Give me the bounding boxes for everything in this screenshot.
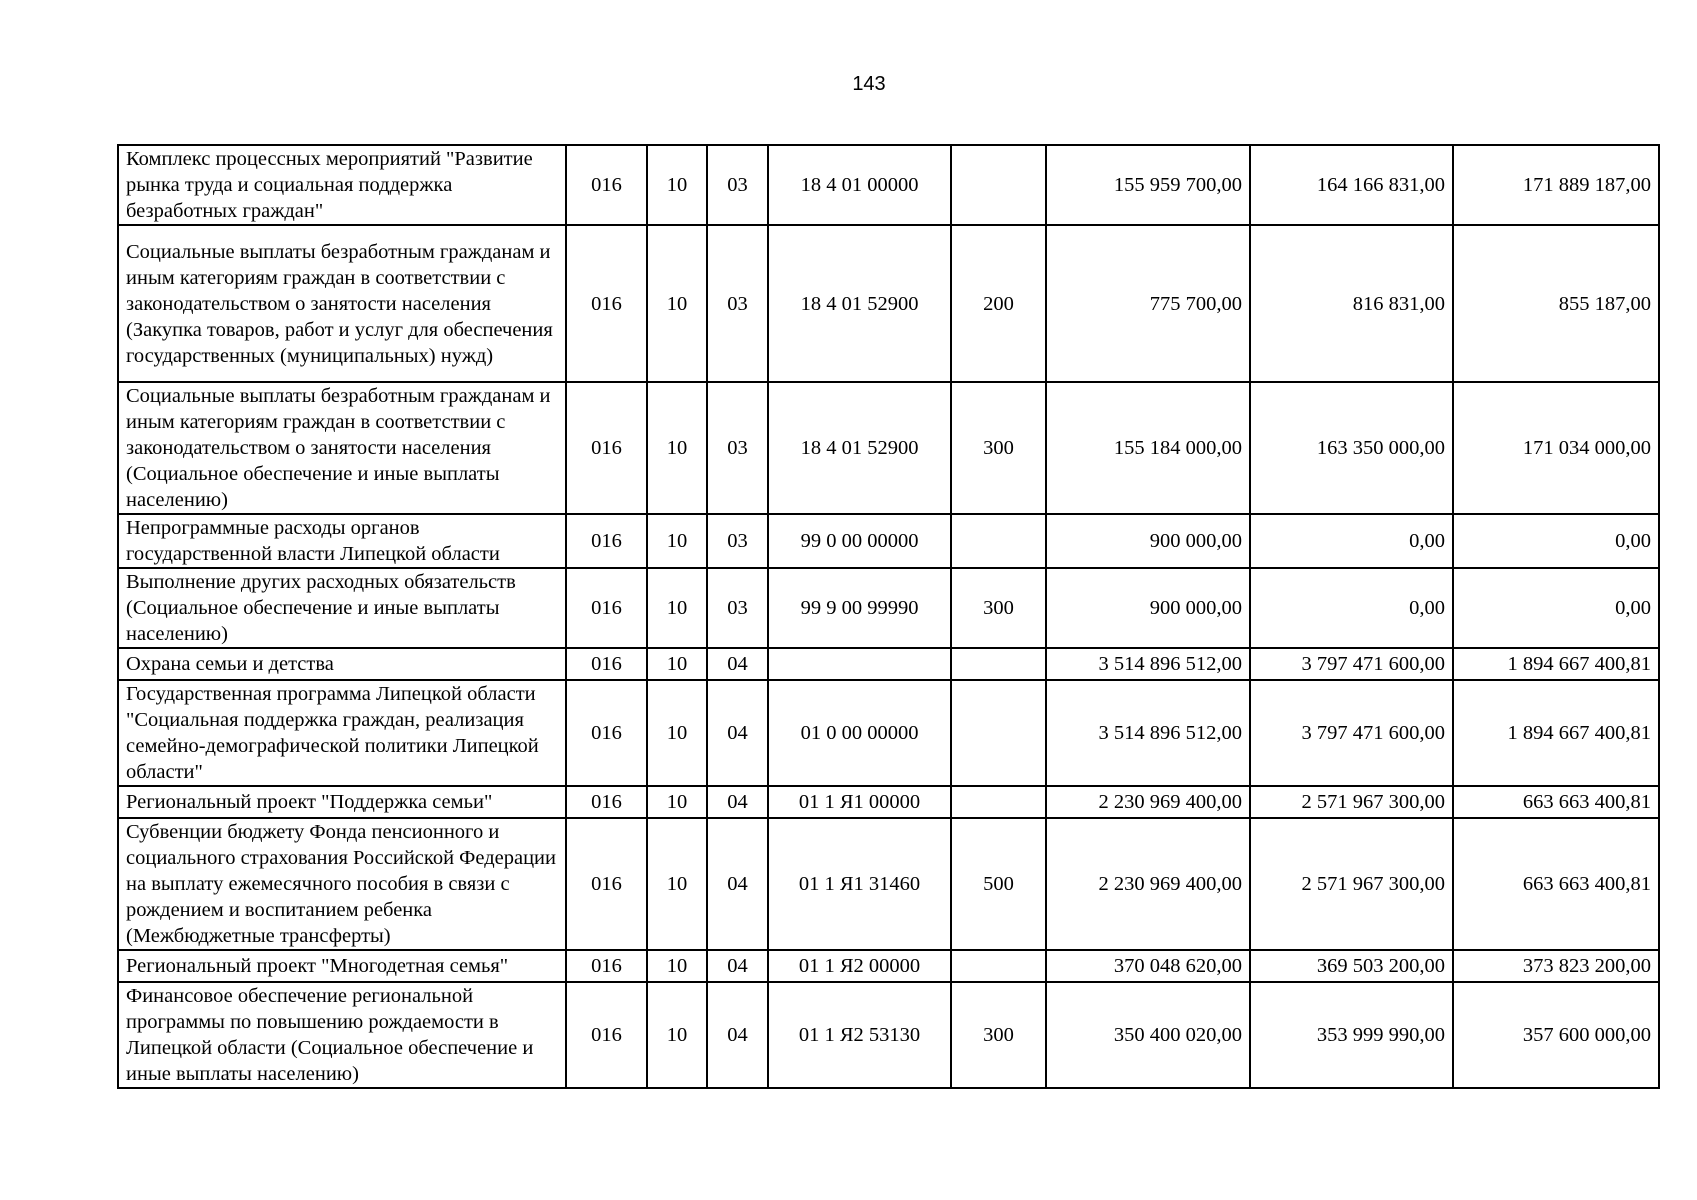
sum-year1-cell: 155 959 700,00 (1046, 145, 1250, 225)
rz-cell: 10 (647, 225, 707, 382)
table-row (118, 648, 1659, 680)
ved-cell: 016 (566, 225, 647, 382)
sum-year2-cell: 0,00 (1250, 514, 1453, 568)
csr-cell: 99 0 00 00000 (768, 514, 951, 568)
table-row (118, 950, 1659, 982)
sum-year2-cell: 369 503 200,00 (1250, 950, 1453, 982)
csr-cell: 01 1 Я2 53130 (768, 982, 951, 1088)
csr-cell: 18 4 01 52900 (768, 382, 951, 514)
csr-cell: 18 4 01 00000 (768, 145, 951, 225)
ved-cell: 016 (566, 514, 647, 568)
sum-year3-cell: 0,00 (1453, 568, 1659, 648)
vr-cell (951, 648, 1046, 680)
ved-cell: 016 (566, 382, 647, 514)
vr-cell (951, 680, 1046, 786)
pr-cell: 03 (707, 514, 768, 568)
row-name-cell: Региональный проект "Поддержка семьи" (118, 786, 566, 818)
table-row (118, 514, 1659, 568)
sum-year1-cell: 155 184 000,00 (1046, 382, 1250, 514)
vr-cell (951, 786, 1046, 818)
ved-cell: 016 (566, 818, 647, 950)
sum-year3-cell: 171 034 000,00 (1453, 382, 1659, 514)
sum-year3-cell: 171 889 187,00 (1453, 145, 1659, 225)
vr-cell: 200 (951, 225, 1046, 382)
sum-year1-cell: 3 514 896 512,00 (1046, 648, 1250, 680)
sum-year3-cell: 373 823 200,00 (1453, 950, 1659, 982)
row-name-cell: Финансовое обеспечение региональной программы по повышению рождаемости в Липецкой области (Социальное обеспечение и иные выплаты населению) (118, 982, 566, 1088)
pr-cell: 04 (707, 818, 768, 950)
rz-cell: 10 (647, 568, 707, 648)
table-row (118, 786, 1659, 818)
pr-cell: 03 (707, 568, 768, 648)
pr-cell: 03 (707, 225, 768, 382)
rz-cell: 10 (647, 786, 707, 818)
table-row (118, 982, 1659, 1088)
sum-year1-cell: 2 230 969 400,00 (1046, 786, 1250, 818)
rz-cell: 10 (647, 514, 707, 568)
pr-cell: 03 (707, 382, 768, 514)
ved-cell: 016 (566, 145, 647, 225)
sum-year2-cell: 163 350 000,00 (1250, 382, 1453, 514)
rz-cell: 10 (647, 680, 707, 786)
sum-year3-cell: 663 663 400,81 (1453, 786, 1659, 818)
pr-cell: 04 (707, 680, 768, 786)
table-row (118, 680, 1659, 786)
csr-cell: 99 9 00 99990 (768, 568, 951, 648)
table-row (118, 225, 1659, 382)
sum-year1-cell: 350 400 020,00 (1046, 982, 1250, 1088)
vr-cell: 300 (951, 568, 1046, 648)
csr-cell: 01 1 Я1 00000 (768, 786, 951, 818)
row-name-cell: Социальные выплаты безработным гражданам и иным категориям граждан в соответствии с законодательством о занятости населения (Социальное обеспечение и иные выплаты населению) (118, 382, 566, 514)
vr-cell (951, 950, 1046, 982)
sum-year3-cell: 0,00 (1453, 514, 1659, 568)
pr-cell: 04 (707, 982, 768, 1088)
row-name-cell: Выполнение других расходных обязательств (Социальное обеспечение и иные выплаты населению) (118, 568, 566, 648)
sum-year2-cell: 164 166 831,00 (1250, 145, 1453, 225)
row-name-cell: Социальные выплаты безработным гражданам и иным категориям граждан в соответствии с законодательством о занятости населения (Закупка товаров, работ и услуг для обеспечения государственных (муниципальных) нужд) (118, 225, 566, 382)
ved-cell: 016 (566, 786, 647, 818)
row-name-cell: Комплекс процессных мероприятий "Развитие рынка труда и социальная поддержка безработных граждан" (118, 145, 566, 225)
vr-cell: 300 (951, 982, 1046, 1088)
rz-cell: 10 (647, 950, 707, 982)
sum-year1-cell: 900 000,00 (1046, 568, 1250, 648)
sum-year1-cell: 775 700,00 (1046, 225, 1250, 382)
rz-cell: 10 (647, 382, 707, 514)
sum-year2-cell: 3 797 471 600,00 (1250, 680, 1453, 786)
ved-cell: 016 (566, 680, 647, 786)
sum-year2-cell: 2 571 967 300,00 (1250, 818, 1453, 950)
ved-cell: 016 (566, 950, 647, 982)
rz-cell: 10 (647, 648, 707, 680)
table-row (118, 568, 1659, 648)
csr-cell: 01 0 00 00000 (768, 680, 951, 786)
row-name-cell: Охрана семьи и детства (118, 648, 566, 680)
csr-cell: 01 1 Я2 00000 (768, 950, 951, 982)
sum-year3-cell: 855 187,00 (1453, 225, 1659, 382)
csr-cell: 01 1 Я1 31460 (768, 818, 951, 950)
row-name-cell: Субвенции бюджету Фонда пенсионного и социального страхования Российской Федерации на выплату ежемесячного пособия в связи с рождением и воспитанием ребенка (Межбюджетные трансферты) (118, 818, 566, 950)
sum-year3-cell: 1 894 667 400,81 (1453, 680, 1659, 786)
pr-cell: 03 (707, 145, 768, 225)
row-name-cell: Региональный проект "Многодетная семья" (118, 950, 566, 982)
rz-cell: 10 (647, 818, 707, 950)
table-row (118, 382, 1659, 514)
table-row (118, 818, 1659, 950)
sum-year2-cell: 0,00 (1250, 568, 1453, 648)
ved-cell: 016 (566, 568, 647, 648)
table-row (118, 145, 1659, 225)
sum-year2-cell: 2 571 967 300,00 (1250, 786, 1453, 818)
sum-year1-cell: 2 230 969 400,00 (1046, 818, 1250, 950)
rz-cell: 10 (647, 145, 707, 225)
vr-cell (951, 145, 1046, 225)
csr-cell: 18 4 01 52900 (768, 225, 951, 382)
vr-cell (951, 514, 1046, 568)
row-name-cell: Непрограммные расходы органов государственной власти Липецкой области (118, 514, 566, 568)
sum-year1-cell: 900 000,00 (1046, 514, 1250, 568)
pr-cell: 04 (707, 950, 768, 982)
sum-year2-cell: 353 999 990,00 (1250, 982, 1453, 1088)
sum-year3-cell: 663 663 400,81 (1453, 818, 1659, 950)
budget-table (117, 144, 1660, 1089)
sum-year2-cell: 3 797 471 600,00 (1250, 648, 1453, 680)
pr-cell: 04 (707, 648, 768, 680)
page-number: 143 (852, 73, 886, 95)
sum-year2-cell: 816 831,00 (1250, 225, 1453, 382)
rz-cell: 10 (647, 982, 707, 1088)
vr-cell: 500 (951, 818, 1046, 950)
ved-cell: 016 (566, 648, 647, 680)
ved-cell: 016 (566, 982, 647, 1088)
csr-cell (768, 648, 951, 680)
pr-cell: 04 (707, 786, 768, 818)
sum-year1-cell: 370 048 620,00 (1046, 950, 1250, 982)
sum-year3-cell: 1 894 667 400,81 (1453, 648, 1659, 680)
sum-year3-cell: 357 600 000,00 (1453, 982, 1659, 1088)
sum-year1-cell: 3 514 896 512,00 (1046, 680, 1250, 786)
vr-cell: 300 (951, 382, 1046, 514)
row-name-cell: Государственная программа Липецкой области "Социальная поддержка граждан, реализация семейно-демографической политики Липецкой области" (118, 680, 566, 786)
